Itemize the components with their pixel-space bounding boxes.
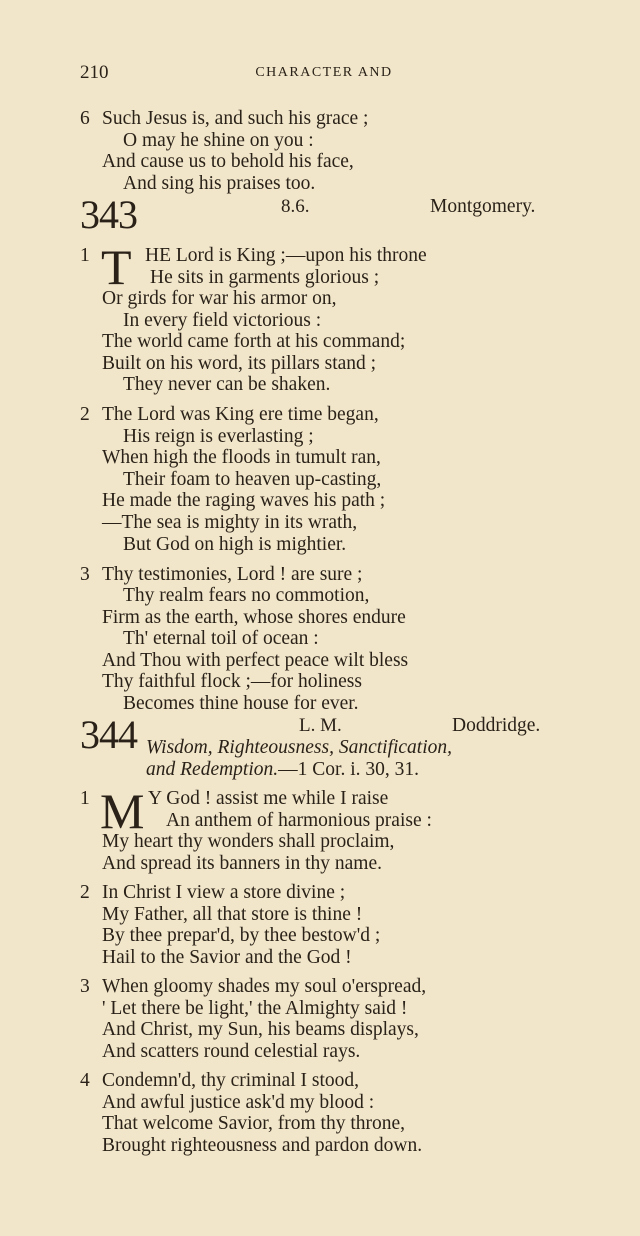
drop-cap: T <box>101 239 132 295</box>
verse-line: And sing his praises too. <box>123 173 316 194</box>
verse-line: And Christ, my Sun, his beams displays, <box>102 1019 419 1040</box>
verse-line: Thy realm fears no commotion, <box>123 585 370 606</box>
verse-line: He sits in garments glorious ; <box>150 267 380 288</box>
verse-line: They never can be shaken. <box>123 374 331 395</box>
verse-line: Built on his word, its pillars stand ; <box>102 353 377 374</box>
verse-number: 3 <box>80 564 90 585</box>
verse-line: Th' eternal toil of ocean : <box>123 628 319 649</box>
verse-number: 6 <box>80 108 90 129</box>
verse-line: Such Jesus is, and such his grace ; <box>102 108 369 129</box>
verse-line: He made the raging waves his path ; <box>102 490 386 511</box>
verse-line: Condemn'd, thy criminal I stood, <box>102 1070 359 1091</box>
verse-line: In every field victorious : <box>123 310 322 331</box>
verse-line: In Christ I view a store divine ; <box>102 882 346 903</box>
verse-line: By thee prepar'd, by thee bestow'd ; <box>102 925 381 946</box>
verse-line: An anthem of harmonious praise : <box>166 810 432 831</box>
verse-line: ' Let there be light,' the Almighty said ! <box>102 998 408 1019</box>
verse-line: And Thou with perfect peace wilt bless <box>102 650 409 671</box>
verse-line: —The sea is mighty in its wrath, <box>102 512 358 533</box>
verse-line: Firm as the earth, whose shores endure <box>102 607 406 628</box>
page-header <box>80 62 568 88</box>
hymn-author: Montgomery. <box>430 196 536 217</box>
verse-line: The Lord was King ere time began, <box>102 404 379 425</box>
drop-cap: M <box>100 783 145 839</box>
verse-number: 2 <box>80 404 90 425</box>
scripture-reference: —1 Cor. i. 30, 31. <box>278 759 419 780</box>
hymn-number: 344 <box>80 712 137 757</box>
verse-line: And spread its banners in thy name. <box>102 853 382 874</box>
verse-line: That welcome Savior, from thy throne, <box>102 1113 406 1134</box>
verse-line: And awful justice ask'd my blood : <box>102 1092 375 1113</box>
verse-line: Y God ! assist me while I raise <box>148 788 389 809</box>
verse-number: 1 <box>80 245 90 266</box>
verse-line: Thy faithful flock ;—for holiness <box>102 671 362 692</box>
hymn-subtitle: Wisdom, Righteousness, Sanctification, <box>146 737 453 758</box>
verse-line: HE Lord is King ;—upon his throne <box>145 245 427 266</box>
verse-line: And scatters round celestial rays. <box>102 1041 361 1062</box>
verse-number: 1 <box>80 788 90 809</box>
hymn-number: 343 <box>80 192 137 237</box>
page-number: 210 <box>80 62 109 83</box>
verse-number: 4 <box>80 1070 90 1091</box>
verse-line: My Father, all that store is thine ! <box>102 904 363 925</box>
hymn-author: Doddridge. <box>452 715 541 736</box>
hymn-meter: L. M. <box>299 715 342 736</box>
verse-line: The world came forth at his command; <box>102 331 406 352</box>
verse-line: Or girds for war his armor on, <box>102 288 337 309</box>
hymn-subtitle <box>146 759 419 781</box>
running-head: CHARACTER AND <box>255 65 393 80</box>
verse-line: Hail to the Savior and the God ! <box>102 947 352 968</box>
verse-line: When gloomy shades my soul o'erspread, <box>102 976 427 997</box>
verse-number: 2 <box>80 882 90 903</box>
verse-line: But God on high is mightier. <box>123 534 347 555</box>
verse-line: Thy testimonies, Lord ! are sure ; <box>102 564 363 585</box>
verse-line: When high the floods in tumult ran, <box>102 447 381 468</box>
subtitle-text: and Redemption. <box>146 759 279 780</box>
verse-line: O may he shine on you : <box>123 130 314 151</box>
verse-line: And cause us to behold his face, <box>102 151 354 172</box>
hymn-meter: 8.6. <box>281 196 310 217</box>
verse-line: His reign is everlasting ; <box>123 426 314 447</box>
verse-number: 3 <box>80 976 90 997</box>
verse-line: Their foam to heaven up-casting, <box>123 469 382 490</box>
verse-line: My heart thy wonders shall proclaim, <box>102 831 395 852</box>
verse-line: Brought righteousness and pardon down. <box>102 1135 423 1156</box>
verse-line: Becomes thine house for ever. <box>123 693 359 714</box>
